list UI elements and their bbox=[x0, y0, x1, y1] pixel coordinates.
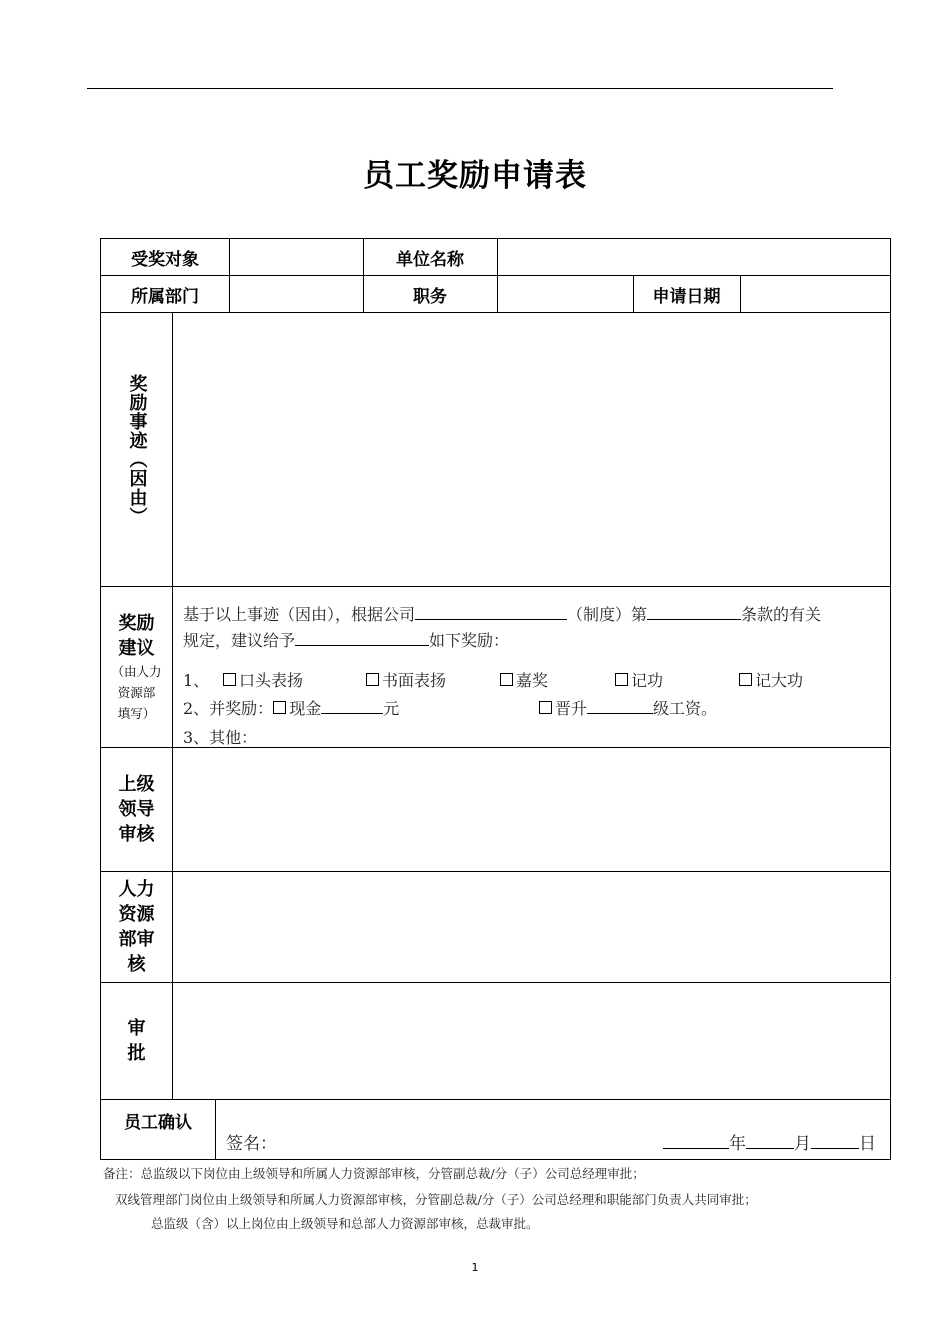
suggestion-line-1 bbox=[183, 602, 821, 625]
suggestion-note-1: （由人力 bbox=[111, 663, 162, 679]
hr-label-cell bbox=[101, 872, 172, 982]
supervisor-review-input[interactable] bbox=[173, 748, 890, 871]
checkbox-icon[interactable] bbox=[273, 701, 286, 714]
option-label: 嘉奖 bbox=[516, 671, 549, 690]
suggestion-label: 奖励建议 bbox=[118, 612, 155, 659]
promotion-option[interactable] bbox=[539, 696, 717, 719]
date-signature bbox=[663, 1129, 876, 1154]
checkbox-icon[interactable] bbox=[500, 673, 513, 686]
suggestion-label-cell bbox=[101, 587, 172, 747]
hr-label-1: 人力 bbox=[118, 879, 155, 900]
award-application-form bbox=[100, 238, 891, 1160]
recipient-input[interactable] bbox=[230, 239, 363, 275]
hr-review-input[interactable] bbox=[173, 872, 890, 982]
checkbox-icon[interactable] bbox=[539, 701, 552, 714]
cash-amount-blank[interactable] bbox=[321, 697, 383, 714]
header-rule bbox=[87, 88, 833, 89]
option-commendation[interactable] bbox=[500, 668, 548, 691]
suggestion-line-2 bbox=[183, 628, 509, 651]
hr-label-3: 部审 bbox=[118, 929, 155, 950]
item-2-prefix: 2、并奖励： bbox=[183, 699, 274, 718]
unit-label: 单位名称 bbox=[396, 249, 464, 270]
supervisor-label-2: 领导 bbox=[118, 799, 155, 820]
supervisor-label-1: 上级 bbox=[118, 774, 155, 795]
checkbox-icon[interactable] bbox=[739, 673, 752, 686]
deeds-label-cell bbox=[101, 313, 172, 586]
suggestion-text: 基于以上事迹（因由），根据公司 bbox=[183, 605, 416, 624]
note-line-2: 双线管理部门岗位由上级领导和所属人力资源部审核，分管副总裁/分（子）公司总经理和职能部门负责人共同审批； bbox=[115, 1192, 757, 1207]
confirm-label: 员工确认 bbox=[124, 1112, 192, 1133]
option-major-merit[interactable] bbox=[739, 668, 803, 691]
form-title: 员工奖励申请表 bbox=[363, 158, 587, 194]
position-label: 职务 bbox=[413, 286, 447, 307]
promote-label: 晋升 bbox=[555, 699, 588, 718]
option-label: 记功 bbox=[631, 671, 664, 690]
approval-label-1: 审 bbox=[127, 1018, 146, 1039]
day-label: 日 bbox=[859, 1134, 876, 1154]
cash-unit: 元 bbox=[383, 699, 400, 718]
supervisor-label-cell bbox=[101, 748, 172, 871]
unit-input[interactable] bbox=[498, 239, 890, 275]
suggestion-text: 规定，建议给予 bbox=[183, 631, 296, 650]
approval-label-2: 批 bbox=[127, 1043, 146, 1064]
item-2-text bbox=[183, 696, 399, 719]
option-written-praise[interactable] bbox=[366, 668, 446, 691]
option-label: 书面表扬 bbox=[382, 671, 447, 690]
month-blank[interactable] bbox=[746, 1132, 794, 1149]
policy-blank[interactable] bbox=[415, 603, 567, 620]
suggestion-note-2: 资源部 bbox=[117, 684, 156, 700]
note-line-3: 总监级（含）以上岗位由上级领导和总部人力资源部审核，总裁审批。 bbox=[151, 1216, 539, 1231]
year-label: 年 bbox=[729, 1134, 746, 1154]
position-input[interactable] bbox=[498, 276, 633, 312]
promote-level-blank[interactable] bbox=[587, 697, 653, 714]
hr-label-2: 资源 bbox=[118, 904, 155, 925]
label-col-divider bbox=[215, 1099, 216, 1159]
suggestion-note-3: 填写） bbox=[117, 705, 156, 721]
note-line-1: 备注：总监级以下岗位由上级领导和所属人力资源部审核，分管副总裁/分（子）公司总经理审批； bbox=[103, 1166, 645, 1181]
page-number: 1 bbox=[471, 1261, 479, 1274]
year-blank[interactable] bbox=[663, 1132, 729, 1149]
approval-input[interactable] bbox=[173, 983, 890, 1099]
hr-label-4: 核 bbox=[127, 954, 146, 975]
supervisor-label-3: 审核 bbox=[118, 824, 155, 845]
sign-label: 签名： bbox=[226, 1134, 277, 1154]
option-oral-praise[interactable] bbox=[223, 668, 303, 691]
department-input[interactable] bbox=[230, 276, 363, 312]
cash-label: 现金 bbox=[289, 699, 322, 718]
item-1-prefix: 1、 bbox=[183, 671, 210, 690]
option-label: 口头表扬 bbox=[239, 671, 304, 690]
award-blank[interactable] bbox=[295, 629, 429, 646]
suggestion-text: （制度）第 bbox=[567, 605, 648, 624]
month-label: 月 bbox=[794, 1134, 811, 1154]
suggestion-text: 如下奖励： bbox=[429, 631, 510, 650]
checkbox-icon[interactable] bbox=[615, 673, 628, 686]
row-divider bbox=[101, 586, 890, 587]
checkbox-icon[interactable] bbox=[366, 673, 379, 686]
clause-blank[interactable] bbox=[647, 603, 741, 620]
suggestion-line-5: 3、其他： bbox=[183, 728, 258, 747]
department-label: 所属部门 bbox=[131, 286, 199, 307]
row-divider bbox=[101, 1099, 890, 1100]
date-input[interactable] bbox=[741, 276, 890, 312]
option-label: 记大功 bbox=[755, 671, 804, 690]
recipient-label: 受奖对象 bbox=[131, 249, 199, 270]
deeds-input[interactable] bbox=[173, 313, 890, 586]
approval-label-cell bbox=[101, 983, 172, 1099]
day-blank[interactable] bbox=[811, 1132, 859, 1149]
date-label: 申请日期 bbox=[652, 286, 721, 307]
deeds-label: 奖励事迹（因由） bbox=[126, 373, 148, 526]
promote-unit: 级工资。 bbox=[653, 699, 718, 718]
suggestion-text: 条款的有关 bbox=[741, 605, 822, 624]
option-merit[interactable] bbox=[615, 668, 663, 691]
checkbox-icon[interactable] bbox=[223, 673, 236, 686]
